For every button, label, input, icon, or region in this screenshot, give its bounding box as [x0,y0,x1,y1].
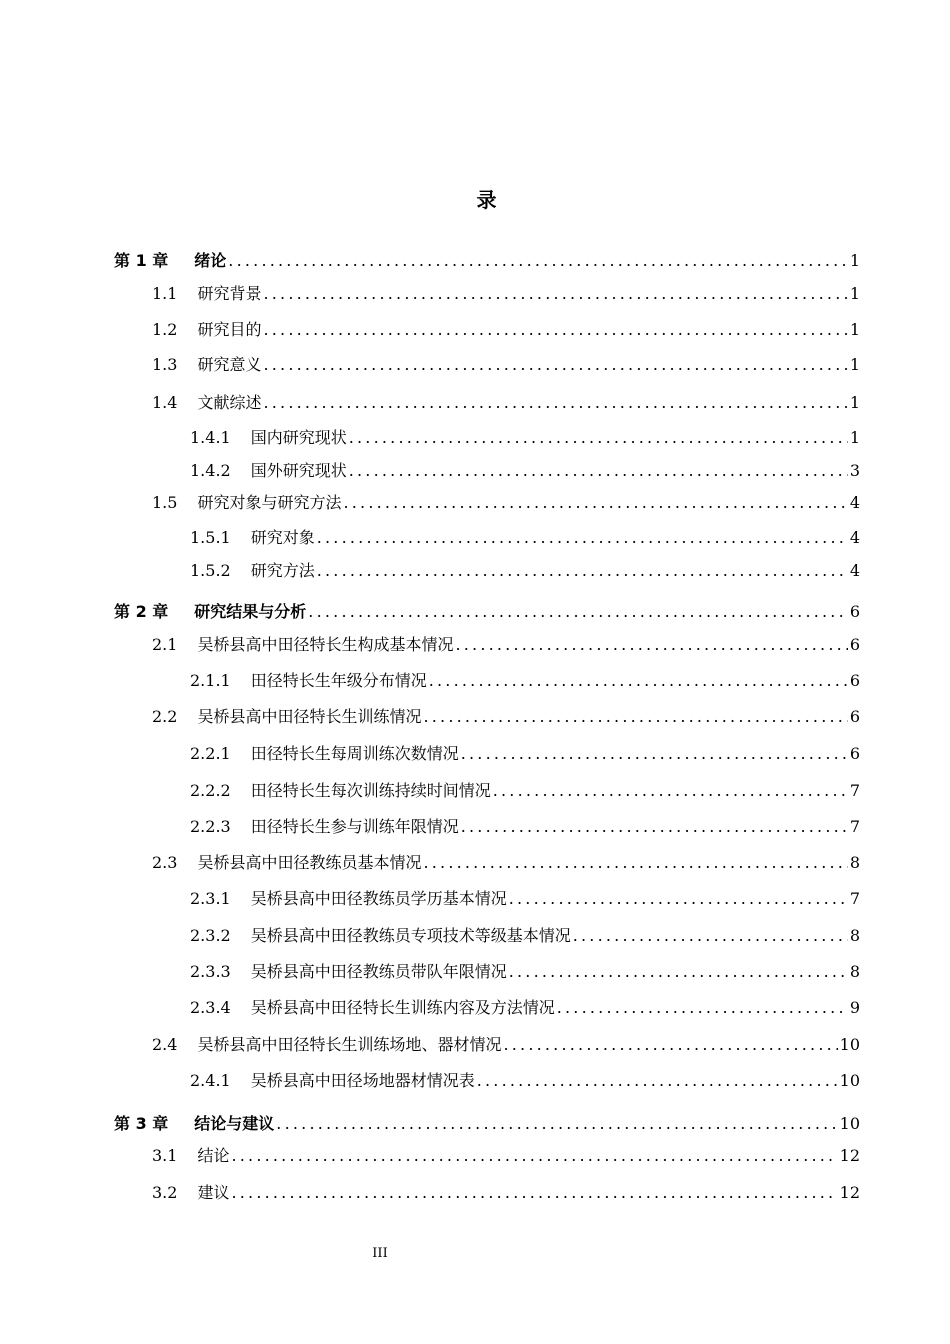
toc-entry-page: 6 [849,671,860,690]
toc-entry-title: 吴桥县高中田径教练员学历基本情况 [250,889,507,908]
toc-dot-leader [557,995,848,1021]
toc-entry-page: 4 [849,528,860,547]
toc-dot-leader [317,525,848,551]
toc-dot-leader [349,425,848,451]
toc-entry[interactable] [152,1032,860,1058]
toc-entry-title: 田径特长生年级分布情况 [250,671,427,690]
toc-entry[interactable] [152,317,860,343]
toc-entry-title: 吴桥县高中田径教练员带队年限情况 [250,962,507,981]
toc-entry-number: 1.3 [152,355,178,374]
toc-entry-page: 7 [849,781,860,800]
toc-entry-number: 1.1 [152,284,178,303]
toc-entry-page: 4 [849,561,860,580]
toc-entry-page: 7 [849,817,860,836]
toc-entry-number: 2.4 [152,1035,178,1054]
toc-entry-page: 10 [839,1035,860,1054]
toc-entry-title: 田径特长生每周训练次数情况 [250,744,459,763]
toc-entry-title: 研究对象与研究方法 [197,493,342,512]
toc-entry[interactable] [114,248,860,274]
toc-entry[interactable] [152,1180,860,1206]
toc-entry-page: 6 [849,635,860,654]
toc-dot-leader [343,490,847,516]
toc-dot-leader [349,458,848,484]
toc-dot-leader [276,1111,837,1137]
toc-entry-number: 2.2 [152,707,178,726]
toc-entry-title: 田径特长生参与训练年限情况 [250,817,459,836]
toc-entry-page: 1 [849,284,860,303]
toc-entry-page: 1 [849,393,860,412]
toc-entry-number: 1.5.1 [190,528,231,547]
toc-entry[interactable] [152,632,860,658]
toc-entry-page: 1 [849,251,860,270]
toc-entry-page: 3 [849,461,860,480]
toc-entry-title: 绪论 [194,251,227,270]
toc-entry-number: 2.2.2 [190,781,231,800]
toc-entry[interactable] [190,525,860,551]
toc-entry-page: 12 [839,1183,860,1202]
toc-entry-page: 8 [849,962,860,981]
toc-dot-leader [455,632,847,658]
toc-entry-title: 吴桥县高中田径特长生训练内容及方法情况 [250,998,555,1017]
toc-entry-number: 1.5.2 [190,561,231,580]
toc-entry-page: 8 [849,853,860,872]
toc-entry-title: 吴桥县高中田径教练员专项技术等级基本情况 [250,926,571,945]
toc-entry-page: 6 [849,602,860,621]
toc-entry[interactable] [190,959,860,985]
toc-dot-leader [573,923,848,949]
toc-entry-title: 吴桥县高中田径特长生训练场地、器材情况 [197,1035,502,1054]
toc-entry-page: 1 [849,428,860,447]
toc-entry-number: 第 1 章 [114,251,169,270]
toc-entry-number: 2.2.3 [190,817,231,836]
toc-entry-title: 吴桥县高中田径特长生构成基本情况 [197,635,454,654]
toc-entry[interactable] [152,1143,860,1169]
toc-entry-number: 1.2 [152,320,178,339]
toc-dot-leader [493,778,848,804]
toc-entry-number: 2.1.1 [190,671,231,690]
toc-dot-leader [423,850,847,876]
toc-dot-leader [263,281,847,307]
toc-entry-title: 研究目的 [197,320,262,339]
toc-entry-page: 9 [849,998,860,1017]
toc-entry[interactable] [190,558,860,584]
toc-dot-leader [231,1180,837,1206]
toc-entry-title: 田径特长生每次训练持续时间情况 [250,781,491,800]
toc-entry-title: 文献综述 [197,393,262,412]
toc-entry-number: 2.3.1 [190,889,231,908]
toc-entry-page: 10 [839,1071,860,1090]
toc-entry-number: 1.4.2 [190,461,231,480]
toc-entry-number: 1.4 [152,393,178,412]
toc-entry-title: 研究结果与分析 [194,602,307,621]
toc-entry[interactable] [190,1068,860,1094]
toc-dot-leader [308,599,848,625]
toc-entry[interactable] [190,923,860,949]
toc-entry[interactable] [190,425,860,451]
page-number-footer: III [372,1246,388,1261]
toc-entry-number: 第 2 章 [114,602,169,621]
toc-entry-page: 6 [849,744,860,763]
page-title: 录 [476,188,497,212]
toc-entry-page: 1 [849,355,860,374]
toc-entry-number: 2.3.2 [190,926,231,945]
toc-entry[interactable] [190,741,860,767]
toc-dot-leader [461,814,848,840]
toc-entry-title: 结论与建议 [194,1114,275,1133]
toc-dot-leader [477,1068,838,1094]
toc-entry-number: 2.3.3 [190,962,231,981]
toc-dot-leader [509,959,848,985]
toc-dot-leader [423,704,847,730]
toc-dot-leader [461,741,848,767]
toc-entry-page: 7 [849,889,860,908]
toc-entry[interactable] [152,704,860,730]
toc-entry[interactable] [190,668,860,694]
toc-entry-page: 6 [849,707,860,726]
toc-entry-title: 研究方法 [250,561,315,580]
toc-entry-page: 1 [849,320,860,339]
toc-entry-title: 研究对象 [250,528,315,547]
toc-entry-number: 第 3 章 [114,1114,169,1133]
toc-entry-page: 12 [839,1146,860,1165]
toc-entry-page: 8 [849,926,860,945]
toc-entry-number: 2.3 [152,853,178,872]
toc-entry[interactable] [190,778,860,804]
toc-entry[interactable] [152,352,860,378]
toc-entry-title: 吴桥县高中田径教练员基本情况 [197,853,422,872]
toc-dot-leader [263,317,847,343]
toc-entry-number: 2.2.1 [190,744,231,763]
toc-entry[interactable] [152,850,860,876]
toc-entry-title: 研究意义 [197,355,262,374]
toc-dot-leader [263,352,847,378]
toc-entry[interactable] [152,490,860,516]
toc-entry-page: 10 [839,1114,860,1133]
toc-entry-number: 2.1 [152,635,178,654]
toc-entry-title: 吴桥县高中田径场地器材情况表 [250,1071,475,1090]
toc-entry-title: 建议 [197,1183,230,1202]
toc-entry-title: 结论 [197,1146,230,1165]
toc-dot-leader [263,390,847,416]
toc-dot-leader [509,886,848,912]
toc-entry-number: 3.2 [152,1183,178,1202]
toc-dot-leader [317,558,848,584]
toc-entry-title: 吴桥县高中田径特长生训练情况 [197,707,422,726]
toc-entry-title: 研究背景 [197,284,262,303]
toc-entry[interactable] [190,458,860,484]
toc-entry-title: 国外研究现状 [250,461,347,480]
toc-entry-number: 1.5 [152,493,178,512]
toc-dot-leader [503,1032,837,1058]
toc-entry[interactable] [114,1111,860,1137]
toc-entry[interactable] [190,995,860,1021]
toc-entry-number: 2.4.1 [190,1071,231,1090]
toc-entry[interactable] [152,390,860,416]
toc-entry-number: 3.1 [152,1146,178,1165]
toc-dot-leader [231,1143,837,1169]
toc-entry[interactable] [190,814,860,840]
toc-entry-page: 4 [849,493,860,512]
toc-entry-number: 2.3.4 [190,998,231,1017]
toc-dot-leader [429,668,848,694]
toc-entry[interactable] [152,281,860,307]
toc-dot-leader [228,248,848,274]
toc-entry[interactable] [114,599,860,625]
toc-entry-number: 1.4.1 [190,428,231,447]
toc-entry[interactable] [190,886,860,912]
toc-entry-title: 国内研究现状 [250,428,347,447]
